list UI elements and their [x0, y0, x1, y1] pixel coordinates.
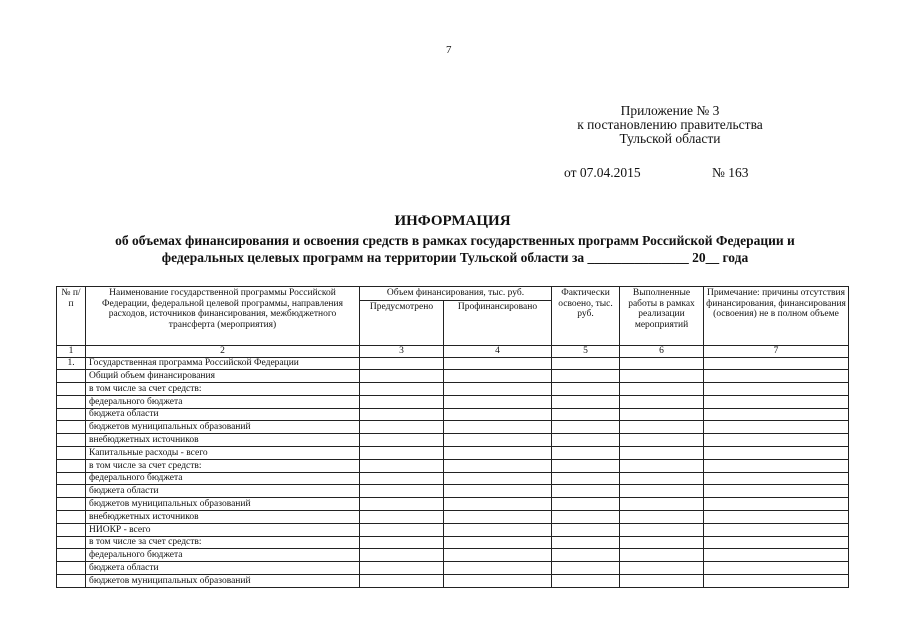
row-label-cell: внебюджетных источников	[86, 434, 360, 447]
row-number-cell	[57, 472, 86, 485]
financed-cell	[444, 472, 552, 485]
financed-cell	[444, 562, 552, 575]
row-label-cell: в том числе за счет средств:	[86, 459, 360, 472]
financed-cell	[444, 536, 552, 549]
note-cell	[704, 575, 849, 588]
row-number-cell	[57, 383, 86, 396]
planned-cell	[360, 459, 444, 472]
works-cell	[620, 357, 704, 370]
actual-cell	[552, 459, 620, 472]
note-cell	[704, 523, 849, 536]
header-financed: Профинансировано	[444, 300, 552, 345]
actual-cell	[552, 370, 620, 383]
note-cell	[704, 472, 849, 485]
works-cell	[620, 562, 704, 575]
financed-cell	[444, 549, 552, 562]
header-actual: Фактически освоено, тыс. руб.	[552, 287, 620, 346]
actual-cell	[552, 549, 620, 562]
row-label-cell: внебюджетных источников	[86, 511, 360, 524]
planned-cell	[360, 421, 444, 434]
planned-cell	[360, 511, 444, 524]
note-cell	[704, 562, 849, 575]
row-number-cell: 1.	[57, 357, 86, 370]
actual-cell	[552, 536, 620, 549]
appendix-line-3: Тульской области	[619, 131, 721, 146]
note-cell	[704, 383, 849, 396]
planned-cell	[360, 395, 444, 408]
row-number-cell	[57, 536, 86, 549]
actual-cell	[552, 357, 620, 370]
works-cell	[620, 549, 704, 562]
planned-cell	[360, 357, 444, 370]
table-row	[57, 408, 849, 421]
row-number-cell	[57, 485, 86, 498]
funding-table	[56, 286, 849, 588]
row-label-cell: бюджета области	[86, 485, 360, 498]
note-cell	[704, 498, 849, 511]
planned-cell	[360, 523, 444, 536]
note-cell	[704, 511, 849, 524]
row-label-cell: бюджетов муниципальных образований	[86, 498, 360, 511]
column-number: 3	[360, 345, 444, 357]
row-label-cell: федерального бюджета	[86, 395, 360, 408]
works-cell	[620, 408, 704, 421]
actual-cell	[552, 447, 620, 460]
row-number-cell	[57, 549, 86, 562]
note-cell	[704, 357, 849, 370]
row-number-cell	[57, 523, 86, 536]
column-number: 4	[444, 345, 552, 357]
actual-cell	[552, 421, 620, 434]
row-label-cell: Государственная программа Российской Федерации	[86, 357, 360, 370]
financed-cell	[444, 408, 552, 421]
actual-cell	[552, 511, 620, 524]
works-cell	[620, 472, 704, 485]
note-cell	[704, 485, 849, 498]
row-number-cell	[57, 562, 86, 575]
appendix-block	[520, 104, 820, 146]
financed-cell	[444, 357, 552, 370]
header-name: Наименование государственной программы Российской Федерации, федеральной целевой программы, направления расходов, источников финансирования, межбюджетного трансферта (мероприятия)	[86, 287, 360, 346]
actual-cell	[552, 408, 620, 421]
row-number-cell	[57, 421, 86, 434]
financed-cell	[444, 459, 552, 472]
actual-cell	[552, 498, 620, 511]
row-number-cell	[57, 408, 86, 421]
header-planned: Предусмотрено	[360, 300, 444, 345]
works-cell	[620, 523, 704, 536]
row-label-cell: в том числе за счет средств:	[86, 383, 360, 396]
row-label-cell: бюджетов муниципальных образований	[86, 575, 360, 588]
note-cell	[704, 370, 849, 383]
planned-cell	[360, 485, 444, 498]
planned-cell	[360, 447, 444, 460]
works-cell	[620, 575, 704, 588]
actual-cell	[552, 383, 620, 396]
planned-cell	[360, 370, 444, 383]
works-cell	[620, 511, 704, 524]
row-number-cell	[57, 370, 86, 383]
table-row	[57, 434, 849, 447]
row-number-cell	[57, 511, 86, 524]
planned-cell	[360, 434, 444, 447]
row-label-cell: Капитальные расходы - всего	[86, 447, 360, 460]
table-row	[57, 523, 849, 536]
column-number: 1	[57, 345, 86, 357]
note-cell	[704, 395, 849, 408]
actual-cell	[552, 562, 620, 575]
note-cell	[704, 549, 849, 562]
financed-cell	[444, 511, 552, 524]
works-cell	[620, 498, 704, 511]
row-number-cell	[57, 434, 86, 447]
financed-cell	[444, 523, 552, 536]
row-number-cell	[57, 459, 86, 472]
actual-cell	[552, 395, 620, 408]
note-cell	[704, 408, 849, 421]
planned-cell	[360, 472, 444, 485]
table-row	[57, 575, 849, 588]
actual-cell	[552, 523, 620, 536]
actual-cell	[552, 485, 620, 498]
planned-cell	[360, 575, 444, 588]
works-cell	[620, 485, 704, 498]
table-row	[57, 511, 849, 524]
actual-cell	[552, 575, 620, 588]
works-cell	[620, 383, 704, 396]
row-number-cell	[57, 447, 86, 460]
column-numbers-row	[57, 345, 849, 357]
header-num: № п/п	[57, 287, 86, 346]
header-note: Примечание: причины отсутствия финансирования, финансирования (освоения) не в полном объеме	[704, 287, 849, 346]
row-label-cell: бюджетов муниципальных образований	[86, 421, 360, 434]
planned-cell	[360, 536, 444, 549]
works-cell	[620, 536, 704, 549]
table-row	[57, 536, 849, 549]
row-label-cell: в том числе за счет средств:	[86, 536, 360, 549]
financed-cell	[444, 485, 552, 498]
financed-cell	[444, 447, 552, 460]
table-row	[57, 498, 849, 511]
planned-cell	[360, 383, 444, 396]
row-label-cell: НИОКР - всего	[86, 523, 360, 536]
subtitle-line-2: федеральных целевых программ на территории Тульской области за _______________ 20__ года	[161, 250, 749, 265]
financed-cell	[444, 434, 552, 447]
table-row	[57, 383, 849, 396]
actual-cell	[552, 472, 620, 485]
planned-cell	[360, 549, 444, 562]
header-works: Выполненные работы в рамках реализации мероприятий	[620, 287, 704, 346]
column-number: 7	[704, 345, 849, 357]
table-row	[57, 562, 849, 575]
financed-cell	[444, 370, 552, 383]
row-number-cell	[57, 498, 86, 511]
column-number: 2	[86, 345, 360, 357]
table-row	[57, 485, 849, 498]
table-row	[57, 421, 849, 434]
table-row	[57, 549, 849, 562]
financed-cell	[444, 575, 552, 588]
resolution-number: № 163	[712, 165, 749, 180]
row-label-cell: Общий объем финансирования	[86, 370, 360, 383]
page-number: 7	[446, 44, 452, 56]
planned-cell	[360, 498, 444, 511]
financed-cell	[444, 383, 552, 396]
note-cell	[704, 421, 849, 434]
works-cell	[620, 434, 704, 447]
table-row	[57, 447, 849, 460]
column-number: 6	[620, 345, 704, 357]
table-row	[57, 395, 849, 408]
financed-cell	[444, 498, 552, 511]
table-row	[57, 370, 849, 383]
document-title: ИНФОРМАЦИЯ	[394, 213, 511, 229]
planned-cell	[360, 562, 444, 575]
note-cell	[704, 536, 849, 549]
note-cell	[704, 447, 849, 460]
row-label-cell: федерального бюджета	[86, 472, 360, 485]
financed-cell	[444, 421, 552, 434]
table-row	[57, 472, 849, 485]
actual-cell	[552, 434, 620, 447]
row-number-cell	[57, 395, 86, 408]
note-cell	[704, 459, 849, 472]
works-cell	[620, 447, 704, 460]
row-label-cell: бюджета области	[86, 562, 360, 575]
table-row	[57, 459, 849, 472]
appendix-line-2: к постановлению правительства	[577, 117, 763, 132]
table-body	[57, 357, 849, 587]
financed-cell	[444, 395, 552, 408]
appendix-line-1: Приложение № 3	[620, 103, 720, 118]
works-cell	[620, 459, 704, 472]
row-number-cell	[57, 575, 86, 588]
column-number: 5	[552, 345, 620, 357]
note-cell	[704, 434, 849, 447]
resolution-date: от 07.04.2015	[564, 165, 641, 180]
row-label-cell: бюджета области	[86, 408, 360, 421]
subtitle-line-1: об объемах финансирования и освоения средств в рамках государственных программ Российской Федерации и	[115, 233, 795, 248]
row-label-cell: федерального бюджета	[86, 549, 360, 562]
works-cell	[620, 395, 704, 408]
planned-cell	[360, 408, 444, 421]
table-row	[57, 357, 849, 370]
works-cell	[620, 370, 704, 383]
works-cell	[620, 421, 704, 434]
header-funding-group: Объем финансирования, тыс. руб.	[360, 287, 552, 301]
document-subtitle	[70, 232, 840, 266]
